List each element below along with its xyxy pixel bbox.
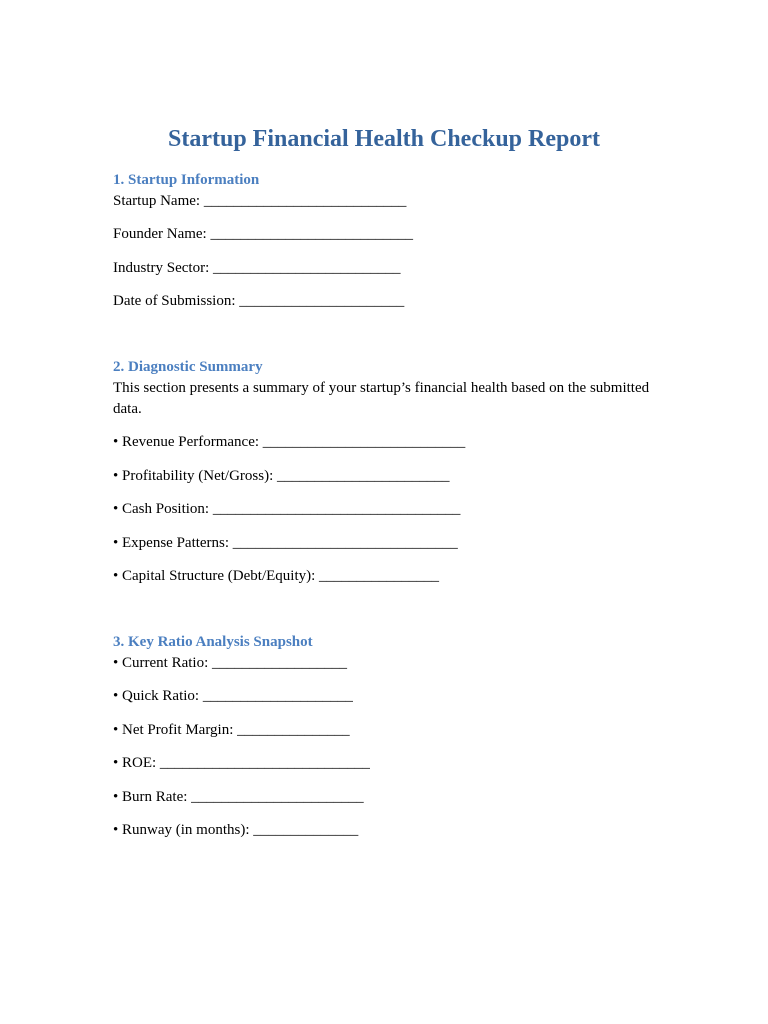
field-expense-patterns: • Expense Patterns: ______________________________ (113, 535, 458, 551)
field-startup-name: Startup Name: ___________________________ (113, 193, 407, 209)
section-heading-key-ratio-analysis: 3. Key Ratio Analysis Snapshot (113, 634, 313, 650)
section-heading-diagnostic-summary: 2. Diagnostic Summary (113, 359, 263, 375)
field-burn-rate: • Burn Rate: _______________________ (113, 789, 364, 805)
field-roe: • ROE: ____________________________ (113, 755, 370, 771)
section-heading-startup-information: 1. Startup Information (113, 172, 260, 188)
field-current-ratio: • Current Ratio: __________________ (113, 655, 347, 671)
field-profitability: • Profitability (Net/Gross): _______________________ (113, 468, 450, 484)
field-capital-structure: • Capital Structure (Debt/Equity): ________________ (113, 568, 440, 584)
field-revenue-performance: • Revenue Performance: ___________________________ (113, 434, 466, 450)
field-runway: • Runway (in months): ______________ (113, 822, 359, 838)
field-net-profit-margin: • Net Profit Margin: _______________ (113, 722, 350, 738)
field-industry-sector: Industry Sector: _________________________ (113, 260, 401, 276)
field-cash-position: • Cash Position: _________________________________ (113, 501, 461, 517)
field-founder-name: Founder Name: ___________________________ (113, 226, 413, 242)
report-title: Startup Financial Health Checkup Report (167, 126, 601, 152)
diagnostic-summary-intro: This section presents a summary of your startup’s financial health based on the submitted data. (113, 380, 650, 417)
field-date-of-submission: Date of Submission: ______________________ (113, 293, 405, 309)
field-quick-ratio: • Quick Ratio: ____________________ (113, 688, 353, 704)
